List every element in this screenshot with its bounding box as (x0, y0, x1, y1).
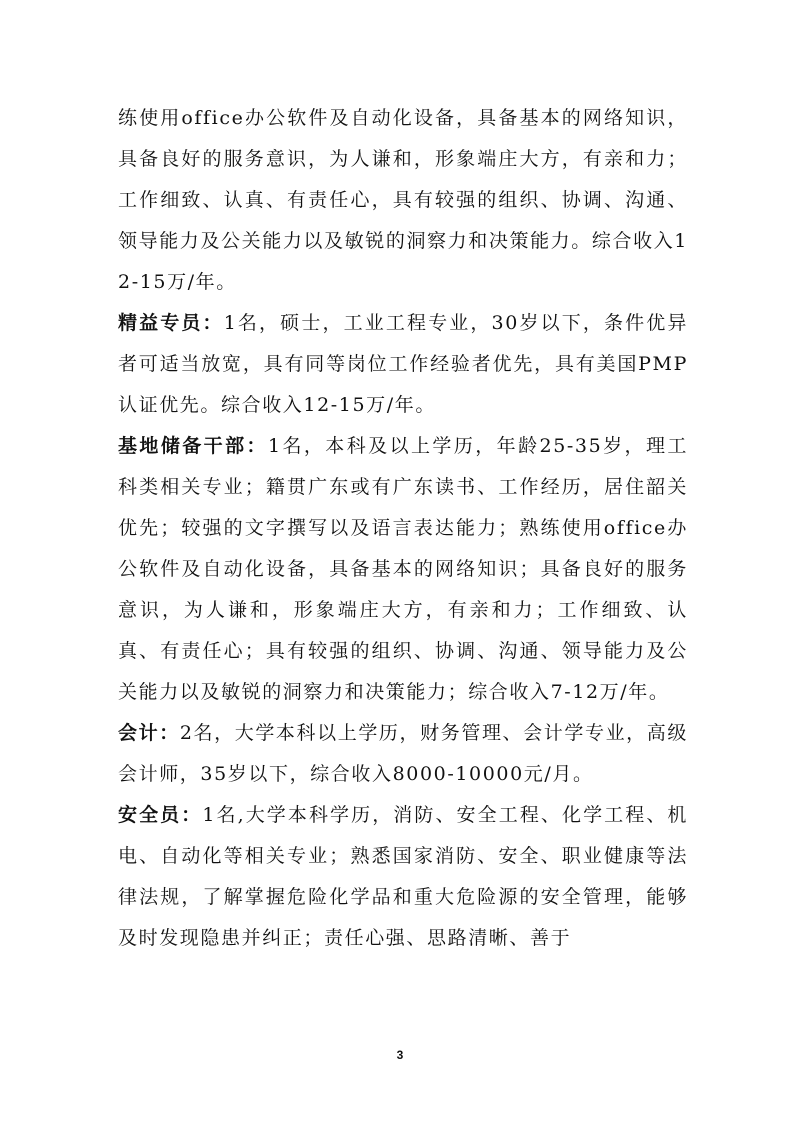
paragraph-base-reserve-cadre (118, 426, 688, 713)
paragraph-text: 1名,大学本科学历，消防、安全工程、化学工程、机电、自动化等相关专业；熟悉国家消防、安全、职业健康等法律法规，了解掌握危险化学品和重大危险源的安全管理，能够及时发现隐患并纠正；责任心强、思路清晰、善于 (118, 804, 689, 949)
paragraph-text: 1名，硕士，工业工程专业，30岁以下，条件优异者可适当放宽，具有同等岗位工作经验者优先，具有美国PMP认证优先。综合收入12-15万/年。 (118, 312, 688, 416)
paragraph-text: 2名，大学本科以上学历，财务管理、会计学专业，高级会计师，35岁以下，综合收入8000-10000元/月。 (118, 722, 688, 785)
paragraph-lean-specialist (118, 303, 688, 426)
paragraph-term: 精益专员： (118, 312, 224, 334)
document-body (118, 98, 688, 959)
paragraph-safety-officer (118, 795, 688, 959)
paragraph-text: 1名，本科及以上学历，年龄25-35岁，理工科类相关专业；籍贯广东或有广东读书、工作经历，居住韶关优先；较强的文字撰写以及语言表达能力；熟练使用office办公软件及自动化设备，具备基本的网络知识；具备良好的服务意识，为人谦和，形象端庄大方，有亲和力；工作细致、认真、有责任心；具有较强的组织、协调、沟通、领导能力及公关能力以及敏锐的洞察力和决策能力；综合收入7-12万/年。 (118, 435, 688, 703)
paragraph-term: 安全员： (118, 804, 203, 826)
paragraph-continued-requirements (118, 98, 688, 303)
page-number: 3 (396, 1048, 404, 1062)
paragraph-accountant (118, 713, 688, 795)
paragraph-text: 练使用office办公软件及自动化设备，具备基本的网络知识，具备良好的服务意识，为人谦和，形象端庄大方，有亲和力；工作细致、认真、有责任心，具有较强的组织、协调、沟通、领导能力及公关能力以及敏锐的洞察力和决策能力。综合收入12-15万/年。 (118, 107, 688, 293)
paragraph-term: 会计： (118, 722, 180, 744)
paragraph-term: 基地储备干部： (118, 435, 268, 457)
